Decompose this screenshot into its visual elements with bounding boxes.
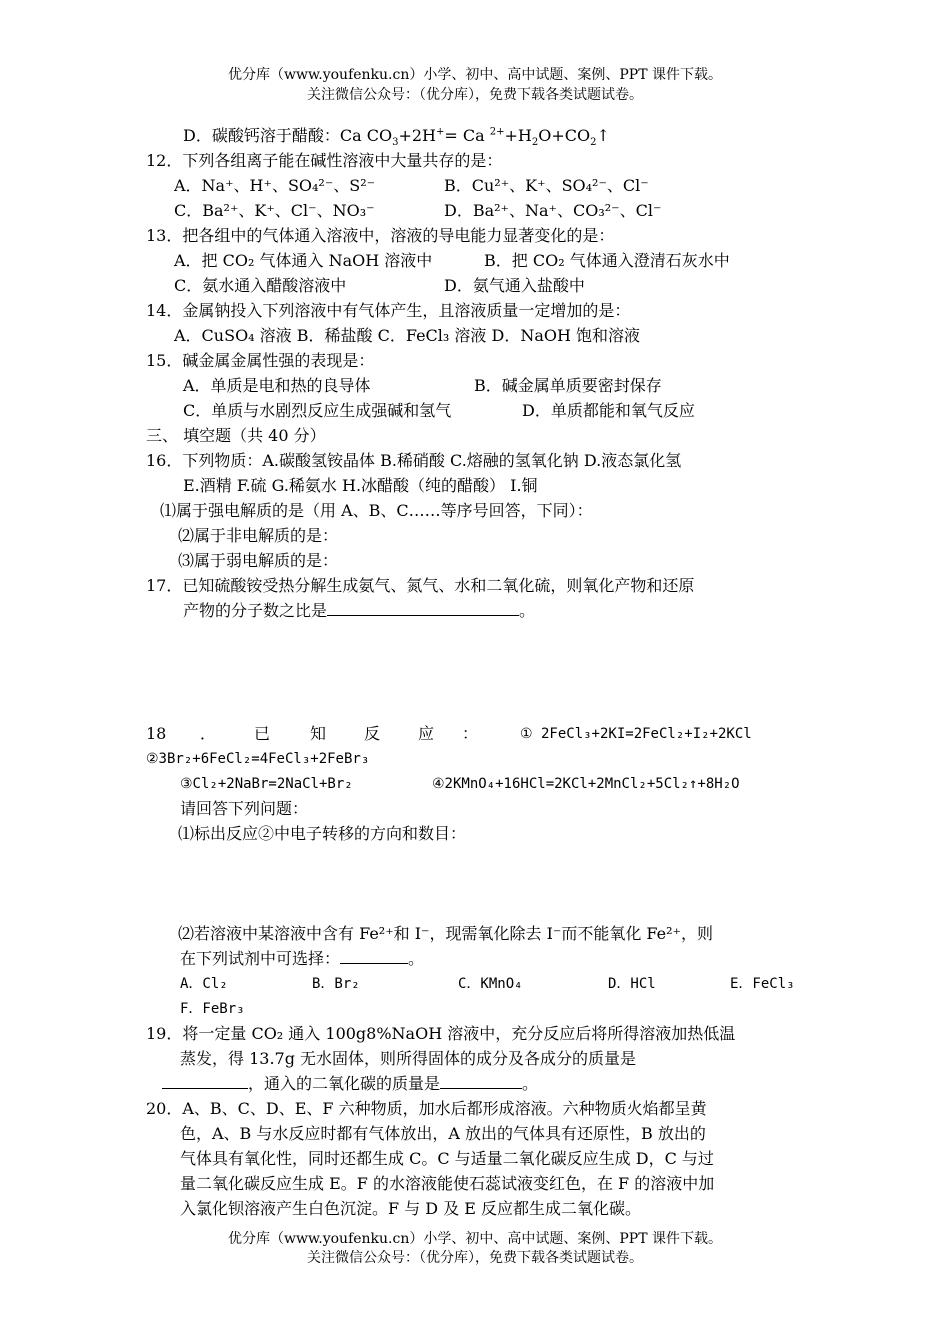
q12-stem: 12．下列各组离子能在碱性溶液中大量共存的是： bbox=[146, 151, 503, 170]
q16-sub3: ⑶属于弱电解质的是： bbox=[178, 551, 339, 570]
q16-sub1: ⑴属于强电解质的是（用 A、B、C……等序号回答，下同）： bbox=[160, 501, 593, 520]
q15-stem: 15．碱金属金属性强的表现是： bbox=[146, 351, 375, 370]
q15-option-c: C．单质与水剧烈反应生成强碱和氢气 bbox=[183, 401, 452, 420]
q16-stem: 16．下列物质：A.碳酸氢铵晶体 B.稀硝酸 C.熔融的氢氧化钠 D.液态氯化氢 bbox=[146, 451, 682, 470]
q14-options: A．CuSO₄ 溶液 B．稀盐酸 C．FeCl₃ 溶液 D．NaOH 饱和溶液 bbox=[174, 326, 641, 345]
q18-ask: 请回答下列问题： bbox=[180, 799, 309, 818]
q18-sub2-line-1: ⑵若溶液中某溶液中含有 Fe²⁺和 I⁻，现需氧化除去 I⁻而不能氧化 Fe²⁺，则 bbox=[178, 924, 713, 943]
q12-option-d: D．Ba²⁺、Na⁺、CO₃²⁻、Cl⁻ bbox=[444, 201, 662, 220]
q20-line-4: 量二氧化碳反应生成 E。F 的水溶液能使石蕊试液变红色，在 F 的溶液中加 bbox=[180, 1174, 715, 1193]
q15-option-d: D．单质都能和氧气反应 bbox=[522, 401, 695, 420]
q19-solid-blank[interactable] bbox=[162, 1072, 248, 1089]
q18-sub2-line-2: 在下列试剂中可选择： 。 bbox=[180, 949, 425, 968]
q18-option-a: A．Cl₂ bbox=[180, 976, 228, 992]
q18-reaction-3: ③Cl₂+2NaBr=2NaCl+Br₂ bbox=[180, 776, 353, 792]
q12-option-c: C．Ba²⁺、K⁺、Cl⁻、NO₃⁻ bbox=[174, 201, 375, 220]
q18-option-d: D．HCl bbox=[608, 976, 656, 992]
q14-stem: 14．金属钠投入下列溶液中有气体产生，且溶液质量一定增加的是： bbox=[146, 301, 631, 320]
q18-option-f: F．FeBr₃ bbox=[180, 1001, 245, 1017]
q15-option-b: B．碱金属单质要密封保存 bbox=[474, 376, 662, 395]
q16-sub2: ⑵属于非电解质的是： bbox=[178, 526, 339, 545]
q18-option-c: C．KMnO₄ bbox=[458, 976, 523, 992]
q18-word-4: 应 bbox=[418, 724, 435, 743]
q18-answer-blank[interactable] bbox=[340, 947, 408, 964]
q18-word-2: 知 bbox=[310, 724, 327, 743]
q18-reaction-2: ②3Br₂+6FeCl₂=4FeCl₃+2FeBr₃ bbox=[146, 751, 370, 767]
q19-line-3: ，通入的二氧化碳的质量是 。 bbox=[162, 1072, 538, 1096]
q13-stem: 13．把各组中的气体通入溶液中，溶液的导电能力显著变化的是： bbox=[146, 226, 615, 245]
q20-line-3: 气体具有氧化性，同时还都生成 C。C 与适量二氧化碳反应生成 D，C 与过 bbox=[180, 1149, 714, 1168]
q12-option-a: A．Na⁺、H⁺、SO₄²⁻、S²⁻ bbox=[174, 176, 376, 195]
q13-option-a: A．把 CO₂ 气体通入 NaOH 溶液中 bbox=[174, 251, 433, 270]
q15-option-a: A．单质是电和热的良导体 bbox=[183, 376, 371, 395]
q16-items: E.酒精 F.硫 G.稀氨水 H.冰醋酸（纯的醋酸） I.铜 bbox=[183, 476, 538, 495]
q18-reaction-4: ④2KMnO₄+16HCl=2KCl+2MnCl₂+5Cl₂↑+8H₂O bbox=[432, 776, 740, 792]
q19-line-1: 19．将一定量 CO₂ 通入 100g8%NaOH 溶液中，充分反应后将所得溶液加热低温 bbox=[146, 1024, 736, 1043]
q19-co2-blank[interactable] bbox=[440, 1072, 522, 1089]
q19-line-2: 蒸发，得 13.7g 无水固体，则所得固体的成分及各成分的质量是 bbox=[180, 1049, 637, 1068]
q13-option-c: C．氨水通入醋酸溶液中 bbox=[174, 276, 347, 295]
header-line-1: 优分库（www.youfenku.cn）小学、初中、高中试题、案例、PPT 课件下载。 bbox=[227, 67, 722, 83]
q20-line-5: 入氯化钡溶液产生白色沉淀。F 与 D 及 E 反应都生成二氧化碳。 bbox=[180, 1199, 642, 1218]
q17-answer-blank[interactable] bbox=[327, 599, 519, 616]
q17-line-2: 产物的分子数之比是 。 bbox=[183, 601, 536, 620]
q20-line-2: 色，A、B 与水反应时都有气体放出，A 放出的气体具有还原性，B 放出的 bbox=[180, 1124, 706, 1143]
header-line-2: 关注微信公众号：（优分库），免费下载各类试题试卷。 bbox=[307, 87, 643, 103]
q18-option-e: E．FeCl₃ bbox=[730, 976, 795, 992]
q13-option-d: D．氨气通入盐酸中 bbox=[444, 276, 585, 295]
q18-word-3: 反 bbox=[364, 724, 381, 743]
q18-num: 18 bbox=[146, 724, 167, 743]
q13-option-b: B．把 CO₂ 气体通入澄清石灰水中 bbox=[484, 251, 730, 270]
q18-colon: ： bbox=[462, 724, 479, 743]
q18-option-b: B．Br₂ bbox=[312, 976, 360, 992]
q20-line-1: 20．A、B、C、D、E、F 六种物质，加水后都形成溶液。六种物质火焰都呈黄 bbox=[146, 1099, 707, 1118]
q18-word-1: 已 bbox=[254, 724, 271, 743]
q18-sub1: ⑴标出反应②中电子转移的方向和数目： bbox=[178, 824, 467, 843]
q18-reaction-1: ① 2FeCl₃+2KI=2FeCl₂+I₂+2KCl bbox=[520, 726, 752, 742]
q18-dot: ． bbox=[200, 724, 217, 743]
footer-line-2: 关注微信公众号：（优分库），免费下载各类试题试卷。 bbox=[307, 1250, 643, 1266]
footer-line-1: 优分库（www.youfenku.cn）小学、初中、高中试题、案例、PPT 课件下载。 bbox=[227, 1231, 722, 1247]
q17-line-1: 17．已知硫酸铵受热分解生成氨气、氮气、水和二氧化硫，则氧化产物和还原 bbox=[146, 576, 695, 595]
q11-option-d: D．碳酸钙溶于醋酸：Ca $CO_3+2H^+= Ca$ $^{2+}+H_2O+CO_2↑$ bbox=[183, 126, 610, 149]
q12-option-b: B．Cu²⁺、K⁺、SO₄²⁻、Cl⁻ bbox=[444, 176, 649, 195]
section-three-title: 三、 填空题（共 40 分） bbox=[146, 426, 326, 445]
